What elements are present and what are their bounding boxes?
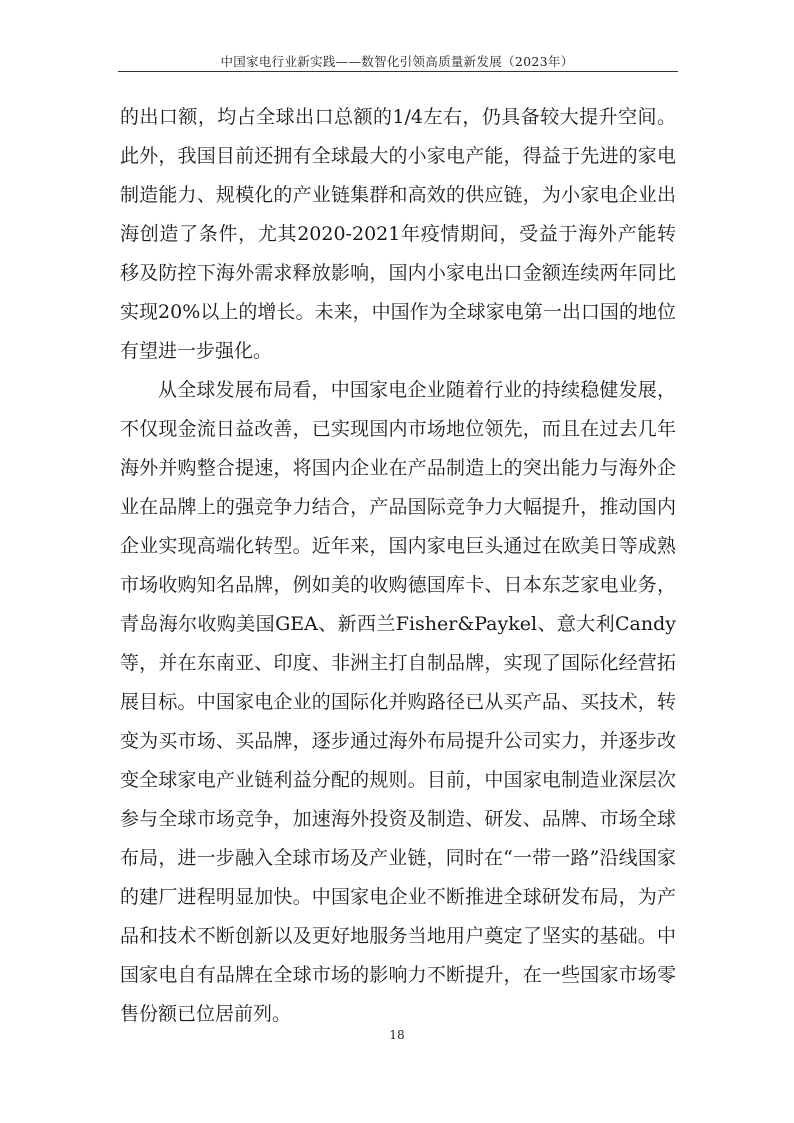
page-number: 18 [389, 1028, 405, 1042]
header-divider [118, 71, 678, 72]
paragraph-2: 从全球发展布局看，中国家电企业随着行业的持续稳健发展，不仅现金流日益改善，已实现国内市场地位领先，而且在过去几年海外并购整合提速，将国内企业在产品制造上的突出能力与海外企业在品牌上的强竞争力结合，产品国际竞争力大幅提升，推动国内企业实现高端化转型。近年来，国内家电巨头通过在欧美日等成熟市场收购知名品牌，例如美的收购德国库卡、日本东芝家电业务，青岛海尔收购美国GEA、新西兰Fisher&Paykel、意大利Candy等，并在东南亚、印度、非洲主打自制品牌，实现了国际化经营拓展目标。中国家电企业的国际化并购路径已从买产品、买技术，转变为买市场、买品牌，逐步通过海外布局提升公司实力，并逐步改变全球家电产业链利益分配的规则。目前，中国家电制造业深层次参与全球市场竞争，加速海外投资及制造、研发、品牌、市场全球布局，进一步融入全球市场及产业链，同时在“一带一路”沿线国家的建厂进程明显加快。中国家电企业不断推进全球研发布局，为产品和技术不断创新以及更好地服务当地用户奠定了坚实的基础。中国家电自有品牌在全球市场的影响力不断提升，在一些国家市场零售份额已位居前列。 [120, 379, 676, 1025]
body-text [120, 98, 676, 1034]
running-header: 中国家电行业新实践——数智化引领高质量新发展（2023年） [220, 54, 574, 69]
paragraph-1: 的出口额，均占全球出口总额的1/4左右，仍具备较大提升空间。此外，我国目前还拥有全球最大的小家电产能，得益于先进的家电制造能力、规模化的产业链集群和高效的供应链，为小家电企业出海创造了条件，尤其2020-2021年疫情期间，受益于海外产能转移及防控下海外需求释放影响，国内小家电出口金额连续两年同比实现20%以上的增长。未来，中国作为全球家电第一出口国的地位有望进一步强化。 [120, 106, 676, 362]
